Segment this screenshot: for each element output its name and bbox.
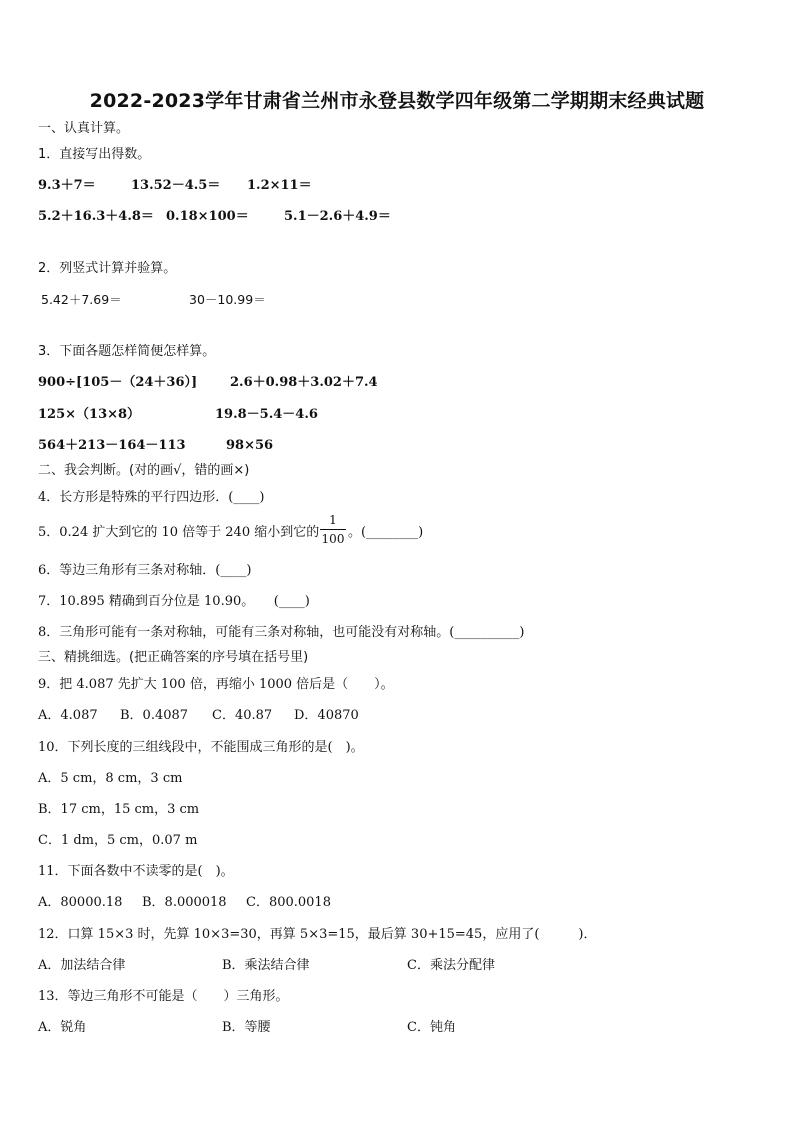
- question-12-stem: 12．口算 15×3 时，先算 10×3=30，再算 5×3=15，最后算 30+15=45，应用了( )．: [38, 927, 597, 942]
- question-10-stem: 10．下列长度的三组线段中，不能围成三角形的是( )。: [38, 740, 364, 755]
- option: C．800.0018: [246, 895, 331, 910]
- option: D．40870: [294, 708, 359, 723]
- question-6: 6．等边三角形有三条对称轴．(____): [38, 563, 252, 578]
- q1-expr: 5.2＋16.3＋4.8＝: [38, 209, 154, 224]
- option: A．5 cm，8 cm，3 cm: [38, 771, 183, 786]
- question-11-stem: 11．下面各数中不读零的是( )。: [38, 864, 234, 879]
- option: B．乘法结合律: [222, 958, 310, 973]
- question-3-stem: 3．下面各题怎样简便怎样算。: [38, 344, 216, 359]
- option: A．锐角: [38, 1020, 87, 1035]
- option: B．8.000018: [142, 895, 227, 910]
- fraction: [320, 513, 346, 546]
- q3-expr: 2.6＋0.98＋3.02＋7.4: [230, 375, 378, 390]
- option: C．40.87: [212, 708, 273, 723]
- q1-expr: 1.2×11＝: [247, 178, 312, 193]
- question-5-after: 。(________): [348, 525, 424, 540]
- question-9-stem: 9．把 4.087 先扩大 100 倍，再缩小 1000 倍后是（ ）。: [38, 677, 394, 692]
- question-13-stem: 13．等边三角形不可能是（ ）三角形。: [38, 989, 289, 1004]
- q3-expr: 900÷[105－（24＋36）]: [38, 375, 198, 390]
- q3-expr: 98×56: [226, 438, 274, 453]
- question-2-stem: 2．列竖式计算并验算。: [38, 261, 177, 276]
- option: C．乘法分配律: [407, 958, 495, 973]
- question-7: 7．10.895 精确到百分位是 10.90。 (____): [38, 594, 310, 609]
- option: B．0.4087: [120, 708, 189, 723]
- q1-expr: 5.1－2.6＋4.9＝: [284, 209, 391, 224]
- section-heading: 三、精挑细选。(把正确答案的序号填在括号里): [38, 650, 309, 665]
- q3-expr: 125×（13×8）: [38, 407, 141, 422]
- fraction-denominator: 100: [321, 532, 345, 546]
- section-heading: 一、认真计算。: [38, 121, 130, 136]
- q1-expr: 13.52－4.5＝: [131, 178, 221, 193]
- option: A．80000.18: [38, 895, 123, 910]
- option: A．加法结合律: [38, 958, 126, 973]
- question-5-before: 5．0.24 扩大到它的 10 倍等于 240 缩小到它的: [38, 525, 320, 540]
- q3-expr: 564＋213－164－113: [38, 438, 186, 453]
- q3-expr: 19.8－5.4－4.6: [215, 407, 318, 422]
- question-1-stem: 1．直接写出得数。: [38, 147, 151, 162]
- q1-expr: 0.18×100＝: [166, 209, 249, 224]
- option: B．等腰: [222, 1020, 271, 1035]
- fraction-numerator: 1: [329, 513, 337, 527]
- option: C．1 dm，5 cm，0.07 m: [38, 833, 198, 848]
- page-title: 2022-2023学年甘肃省兰州市永登县数学四年级第二学期期末经典试题: [89, 90, 705, 112]
- fraction-bar: [320, 529, 346, 530]
- option: C．钝角: [407, 1020, 456, 1035]
- q2-expr: 30－10.99＝: [189, 292, 266, 307]
- q1-expr: 9.3＋7＝: [38, 178, 96, 193]
- q2-expr: 5.42＋7.69＝: [41, 292, 122, 307]
- section-heading: 二、我会判断。(对的画√，错的画×): [38, 463, 250, 478]
- question-8: 8．三角形可能有一条对称轴，可能有三条对称轴，也可能没有对称轴。(__________): [38, 625, 525, 640]
- question-4: 4．长方形是特殊的平行四边形．(____): [38, 490, 265, 505]
- option: A．4.087: [38, 708, 98, 723]
- option: B．17 cm，15 cm，3 cm: [38, 802, 200, 817]
